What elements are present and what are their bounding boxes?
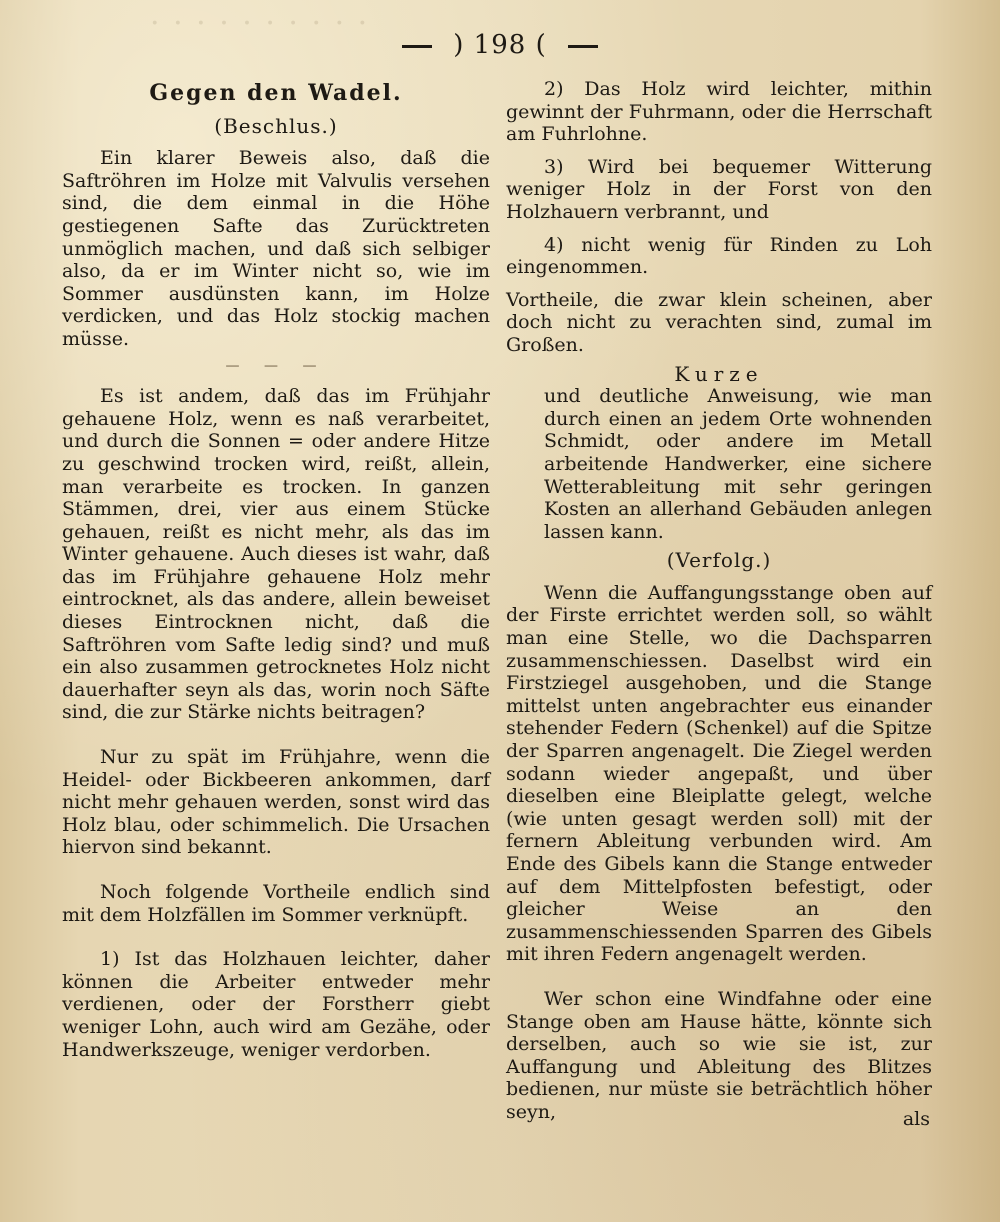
paragraph: Vortheile, die zwar klein scheinen, aber doch nicht zu verachten sind, zumal im Großen. — [506, 288, 932, 356]
article-subtitle: (Beschlus.) — [214, 113, 338, 138]
section-title: Kurze — [674, 361, 764, 386]
page-number: ) 198 ( — [453, 30, 547, 60]
bleed-through-text: · · · · · · · · · · — [150, 6, 370, 41]
page-header — [0, 30, 1000, 60]
paragraph: Wenn die Auffangungsstange oben auf der Firste errichtet werden soll, so wählt man eine Stelle, wo die Dachsparren zusammenschiessen. Daselbst wird ein Firstziegel ausgehoben, und die Stange mittelst unten angebrachter eus einander stehender Federn (Schenkel) auf die Spitze der Sparren angenagelt. Die Ziegel werden sodann wieder angepaßt, und über dieselben eine Bleiplatte gelegt, welche (wie unten gesagt werden soll) mit der fernern Ableitung verbunden wird. Am Ende des Gibels kann die Stange entweder auf dem Mittelpfosten befestigt, oder gleicher Weise an den zusammenschiessenden Sparren des Gibels mit ihren Federn angenagelt werden. — [506, 581, 932, 966]
paragraph: Ein klarer Beweis also, daß die Saftröhren im Holze mit Valvulis versehen sind, die dem einmal in die Höhe gestiegenen Safte das Zurücktreten unmöglich machen, und daß sich selbiger also, da er im Winter nicht so, wie im Sommer ausdünsten kann, im Holze verdicken, und das Holz stockig machen müsse. — [62, 147, 490, 350]
list-item: 3) Wird bei bequemer Witterung weniger Holz in der Forst von den Holzhauern verbrannt, und — [506, 155, 932, 223]
paragraph: Noch folgende Vortheile endlich sind mit dem Holzfällen im Sommer verknüpft. — [62, 881, 490, 926]
right-column — [506, 78, 932, 1124]
continued-marker: (Verfolg.) — [666, 548, 772, 573]
section-subtitle: und deutliche Anweisung, wie man durch einen an jedem Orte wohnenden Schmidt, oder andere im Metall arbeitende Handwerker, eine sichere Wetterableitung mit sehr geringen Kosten an allerhand Gebäuden anlegen lassen kann. — [544, 385, 932, 543]
left-column — [62, 78, 490, 1061]
list-item: 2) Das Holz wird leichter, mithin gewinnt der Fuhrmann, oder die Herrschaft am Fuhrlohne. — [506, 78, 932, 146]
paragraph: 1) Ist das Holzhauen leichter, daher können die Arbeiter entweder mehr verdienen, oder der Forstherr giebt weniger Lohn, auch wird am Gezähe, oder Handwerkszeuge, weniger verdorben. — [62, 948, 490, 1061]
list-item: 4) nicht wenig für Rinden zu Loh eingenommen. — [506, 233, 932, 279]
header-rule-right — [568, 45, 598, 48]
article-title: Gegen den Wadel. — [149, 80, 403, 106]
catchword: als — [902, 1108, 930, 1130]
paragraph: Wer schon eine Windfahne oder eine Stange oben am Hause hätte, könnte sich derselben, auch so wie sie ist, zur Auffangung und Ableitung des Blitzes bedienen, nur müste sie beträchtlich höher seyn, — [506, 987, 932, 1123]
header-rule-left — [402, 45, 432, 48]
paragraph: Es ist andem, daß das im Frühjahr gehauene Holz, wenn es naß verarbeitet, und durch die Sonnen = oder andere Hitze zu geschwind trocken wird, reißt, allein, man verarbeite es trocken. In ganzen Stämmen, drei, vier aus einem Stücke gehauen, reißt es nicht mehr, als das im Winter gehauene. Auch dieses ist wahr, daß das im Frühjahre gehauene Holz mehr eintrocknet, als das andere, allein beweiset dieses Eintrocknen nicht, daß die Saftröhren vom Safte ledig sind? und muß ein also zusammen getrocknetes Holz nicht dauerhafter seyn als das, worin noch Säfte sind, die zur Stärke nichts beitragen? — [62, 385, 490, 724]
paragraph: Nur zu spät im Frühjahre, wenn die Heidel- oder Bickbeeren ankommen, darf nicht mehr gehauen werden, sonst wird das Holz blau, oder schimmelich. Die Ursachen hiervon sind bekannt. — [62, 746, 490, 859]
separator: — — — — [225, 357, 327, 374]
